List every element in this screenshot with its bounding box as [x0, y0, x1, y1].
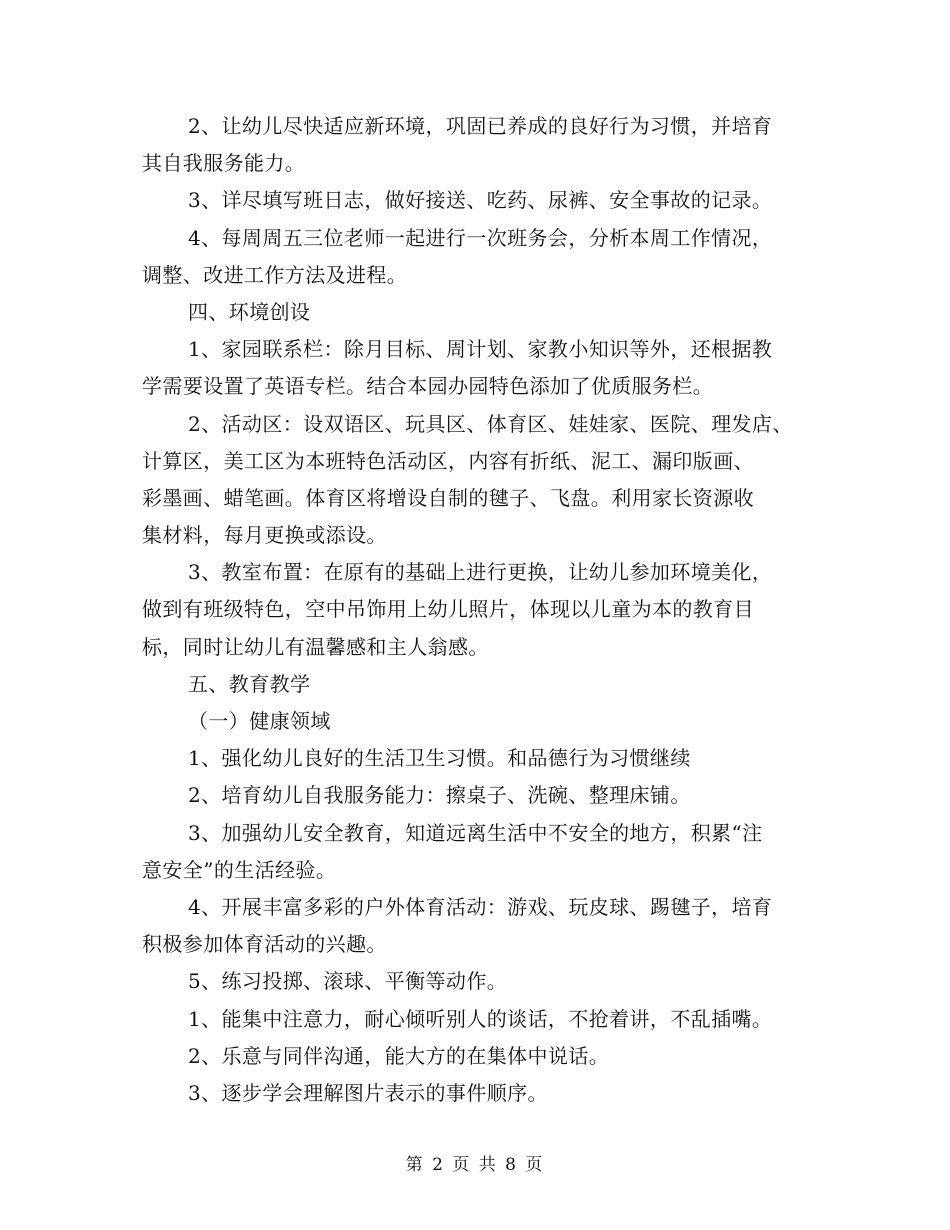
text-line: 4、每周周五三位老师一起进行一次班务会，分析本周工作情况， [188, 225, 773, 250]
page-number-footer: 第 2 页 共 8 页 [405, 1155, 545, 1175]
text-line: 标，同时让幼儿有温馨感和主人翁感。 [142, 634, 489, 659]
text-line: 3、教室布置：在原有的基础上进行更换，让幼儿参加环境美化， [188, 560, 773, 585]
text-line: 集材料，每月更换或添设。 [142, 523, 387, 548]
text-line: 计算区，美工区为本班特色活动区，内容有折纸、泥工、漏印版画、 [142, 448, 754, 473]
text-line: 2、让幼儿尽快适应新环境，巩固已养成的良好行为习惯，并培育 [188, 114, 773, 138]
text-line: 3、加强幼儿安全教育，知道远离生活中不安全的地方，积累“注 [188, 820, 763, 845]
text-line: 1、强化幼儿良好的生活卫生习惯。和品德行为习惯继续 [188, 746, 691, 771]
text-line: 调整、改进工作方法及进程。 [142, 262, 408, 287]
text-line: 彩墨画、蜡笔画。体育区将增设自制的毽子、飞盘。利用家长资源收 [142, 485, 754, 510]
text-line: 其自我服务能力。 [142, 151, 306, 176]
text-line: 4、开展丰富多彩的户外体育活动：游戏、玩皮球、踢毽子，培育 [188, 894, 773, 919]
text-line: 2、乐意与同伴沟通，能大方的在集体中说话。 [188, 1043, 610, 1068]
text-line: 3、逐步学会理解图片表示的事件顺序。 [188, 1080, 548, 1105]
text-line: 5、练习投掷、滚球、平衡等动作。 [188, 969, 508, 994]
text-line: 2、培育幼儿自我服务能力：擦桌子、洗碗、整理床铺。 [188, 783, 691, 808]
text-line: 五、教育教学 [188, 671, 311, 696]
text-line: 3、详尽填写班日志，做好接送、吃药、尿裤、安全事故的记录。 [188, 188, 773, 213]
text-line: 做到有班级特色，空中吊饰用上幼儿照片，体现以儿童为本的教育目 [142, 597, 754, 622]
text-line: 积极参加体育活动的兴趣。 [142, 932, 387, 957]
text-line: 2、活动区：设双语区、玩具区、体育区、娃娃家、医院、理发店、 [188, 411, 793, 436]
text-line: 四、环境创设 [188, 299, 311, 324]
text-line: 1、家园联系栏：除月目标、周计划、家教小知识等外，还根据教 [188, 337, 773, 362]
text-line: 意安全”的生活经验。 [142, 857, 337, 882]
text-line: 1、能集中注意力，耐心倾听别人的谈话，不抢着讲，不乱插嘴。 [188, 1006, 773, 1031]
text-line: 学需要设置了英语专栏。结合本园办园特色添加了优质服务栏。 [142, 374, 714, 399]
text-line: （一）健康领域 [188, 709, 331, 733]
document-body [142, 108, 822, 1112]
